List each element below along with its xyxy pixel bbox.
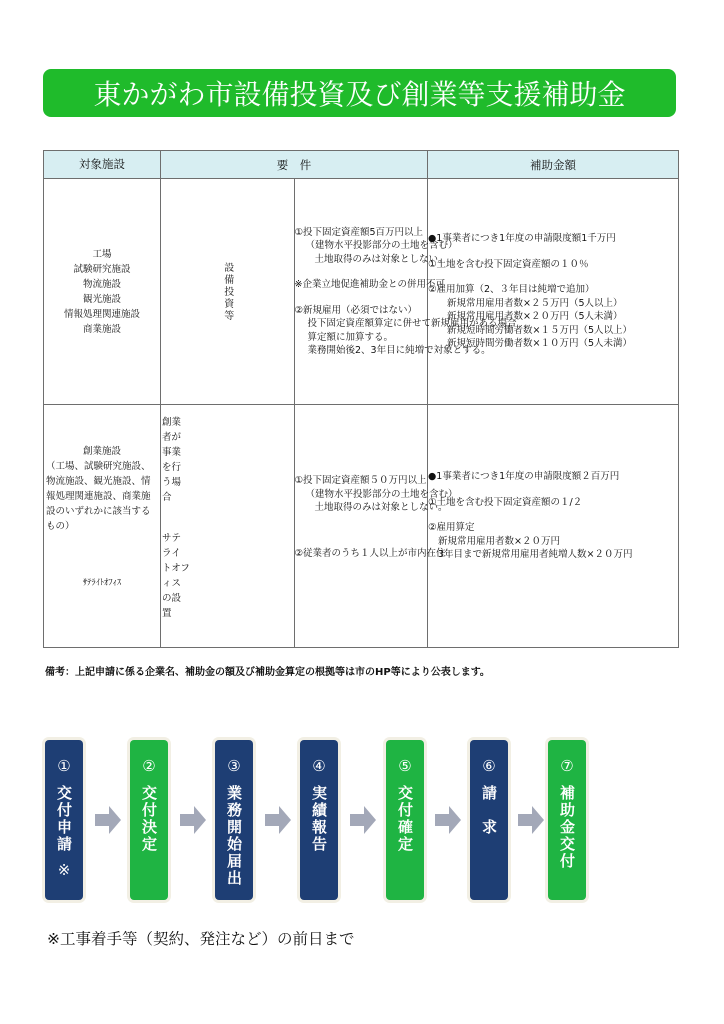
- facility-item: 試験研究施設: [73, 263, 131, 275]
- process-flow: [0, 740, 724, 900]
- table-row: [44, 179, 679, 405]
- flow-step-6: [470, 740, 508, 900]
- flow-step-4: [300, 740, 338, 900]
- step-number: ①: [57, 757, 71, 775]
- step-label: 実績報告: [310, 785, 328, 853]
- header-requirements: 要 件: [161, 151, 428, 179]
- step-number: ④: [312, 757, 326, 775]
- requirement-sub: 土地取得のみは対象としない。: [314, 502, 448, 513]
- amount-cell: [428, 179, 679, 405]
- amount-line: 新規常用雇用者数×２０万円: [438, 535, 560, 547]
- requirement-sub: 業務開始後2、3年目に純増で対象とする。: [307, 345, 491, 356]
- amount-item: ②雇用加算（2、３年目は純増で追加）: [428, 284, 595, 296]
- category-label: 設備投資等: [221, 261, 233, 322]
- amount-item: ①土地を含む投下固定資産額の１０％: [428, 258, 589, 270]
- requirement-sub: 投下固定資産額算定に併せて新規雇用がある場合: [307, 318, 517, 329]
- arrow-right-icon: [350, 806, 376, 834]
- category-cell: [161, 179, 295, 405]
- amount-line: 新規常用雇用者数×２０万円（5人未満）: [447, 311, 623, 323]
- flow-step-1: [45, 740, 83, 900]
- amount-cell: [428, 405, 679, 648]
- facility-satellite: ｻﾃﾗｲﾄｵﾌｨｽ: [82, 577, 122, 588]
- arrow-right-icon: [180, 806, 206, 834]
- subsidy-table: [43, 150, 679, 648]
- step-number: ③: [227, 757, 241, 775]
- amount-limit: ●1事業者につき1年度の申請限度額1千万円: [428, 233, 616, 245]
- page-title: 東かがわ市設備投資及び創業等支援補助金: [43, 69, 676, 117]
- step-number: ⑥: [482, 757, 496, 775]
- category-label: サテライトオフィスの設置: [162, 533, 190, 619]
- amount-line: 新規常用雇用者数×２５万円（5人以上）: [447, 297, 623, 309]
- facility-item: 物流施設: [82, 278, 121, 290]
- facility-list: [44, 179, 161, 405]
- requirement-sub: （建物水平投影部分の土地を含む）: [305, 488, 458, 500]
- arrow-right-icon: [435, 806, 461, 834]
- header-subsidy-amount: 補助金額: [428, 151, 679, 179]
- facility-description: （工場、試験研究施設、物流施設、観光施設、情報処理関連施設、商業施設のいずれかに該当するもの）: [46, 460, 151, 532]
- requirement-item: ①投下固定資産額５０万円以上: [294, 475, 427, 486]
- step-label: 交付決定: [140, 785, 158, 853]
- step-label: 交付申請: [55, 785, 73, 853]
- facility-item: 商業施設: [82, 323, 121, 335]
- facility-title: 創業施設: [82, 445, 121, 457]
- category-cell: [161, 405, 295, 648]
- step-number: ⑦: [560, 757, 574, 775]
- requirement-sub: （建物水平投影部分の土地を含む）: [305, 240, 458, 251]
- facility-item: 工場: [92, 248, 112, 260]
- requirement-note: ※企業立地促進補助金との併用不可: [294, 279, 445, 290]
- flow-step-2: [130, 740, 168, 900]
- requirement-sub: 算定額に加算する。: [307, 331, 394, 343]
- arrow-right-icon: [95, 806, 121, 834]
- amount-line: 新規短時間労働者数×１０万円（5人未満）: [447, 338, 633, 350]
- amount-item: ①土地を含む投下固定資産額の１/２: [428, 496, 583, 508]
- header-target-facility: 対象施設: [44, 151, 161, 179]
- step-number: ②: [142, 757, 156, 775]
- requirement-item: ②従業者のうち１人以上が市内在住: [294, 547, 446, 559]
- arrow-right-icon: [518, 806, 544, 834]
- facility-cell: [44, 405, 161, 648]
- requirement-item: ①投下固定資産額5百万円以上: [294, 226, 424, 238]
- amount-line: 3年目まで新規常用雇用者純増人数×２０万円: [438, 549, 633, 561]
- flow-step-5: [386, 740, 424, 900]
- step-label: 業務開始届出: [225, 785, 243, 887]
- footnote: ※工事着手等（契約、発注など）の前日まで: [47, 930, 355, 948]
- amount-limit: ●1事業者につき1年度の申請限度額２百万円: [428, 471, 620, 483]
- amount-item: ②雇用算定: [428, 522, 475, 534]
- step-label: 補助金交付: [558, 785, 576, 870]
- facility-item: 観光施設: [82, 293, 121, 305]
- requirement-sub: 土地取得のみは対象としない。: [314, 253, 448, 265]
- flow-step-7: [548, 740, 586, 900]
- table-row: [44, 405, 679, 648]
- step-number: ⑤: [398, 757, 412, 775]
- category-label: 創業者が事業を行う場合: [162, 417, 182, 503]
- arrow-right-icon: [265, 806, 291, 834]
- amount-line: 新規短時間労働者数×１５万円（5人以上）: [447, 324, 633, 336]
- step-note-mark: ※: [57, 861, 71, 879]
- requirement-item: ②新規雇用（必須ではない）: [294, 304, 418, 316]
- flow-step-3: [215, 740, 253, 900]
- remark-note: 備考：上記申請に係る企業名、補助金の額及び補助金算定の根拠等は市のHP等により公表します。: [45, 667, 490, 678]
- facility-item: 情報処理関連施設: [63, 308, 140, 320]
- step-label: 交付確定: [396, 785, 414, 853]
- step-label: 請 求: [480, 785, 498, 836]
- table-header-row: [44, 151, 679, 179]
